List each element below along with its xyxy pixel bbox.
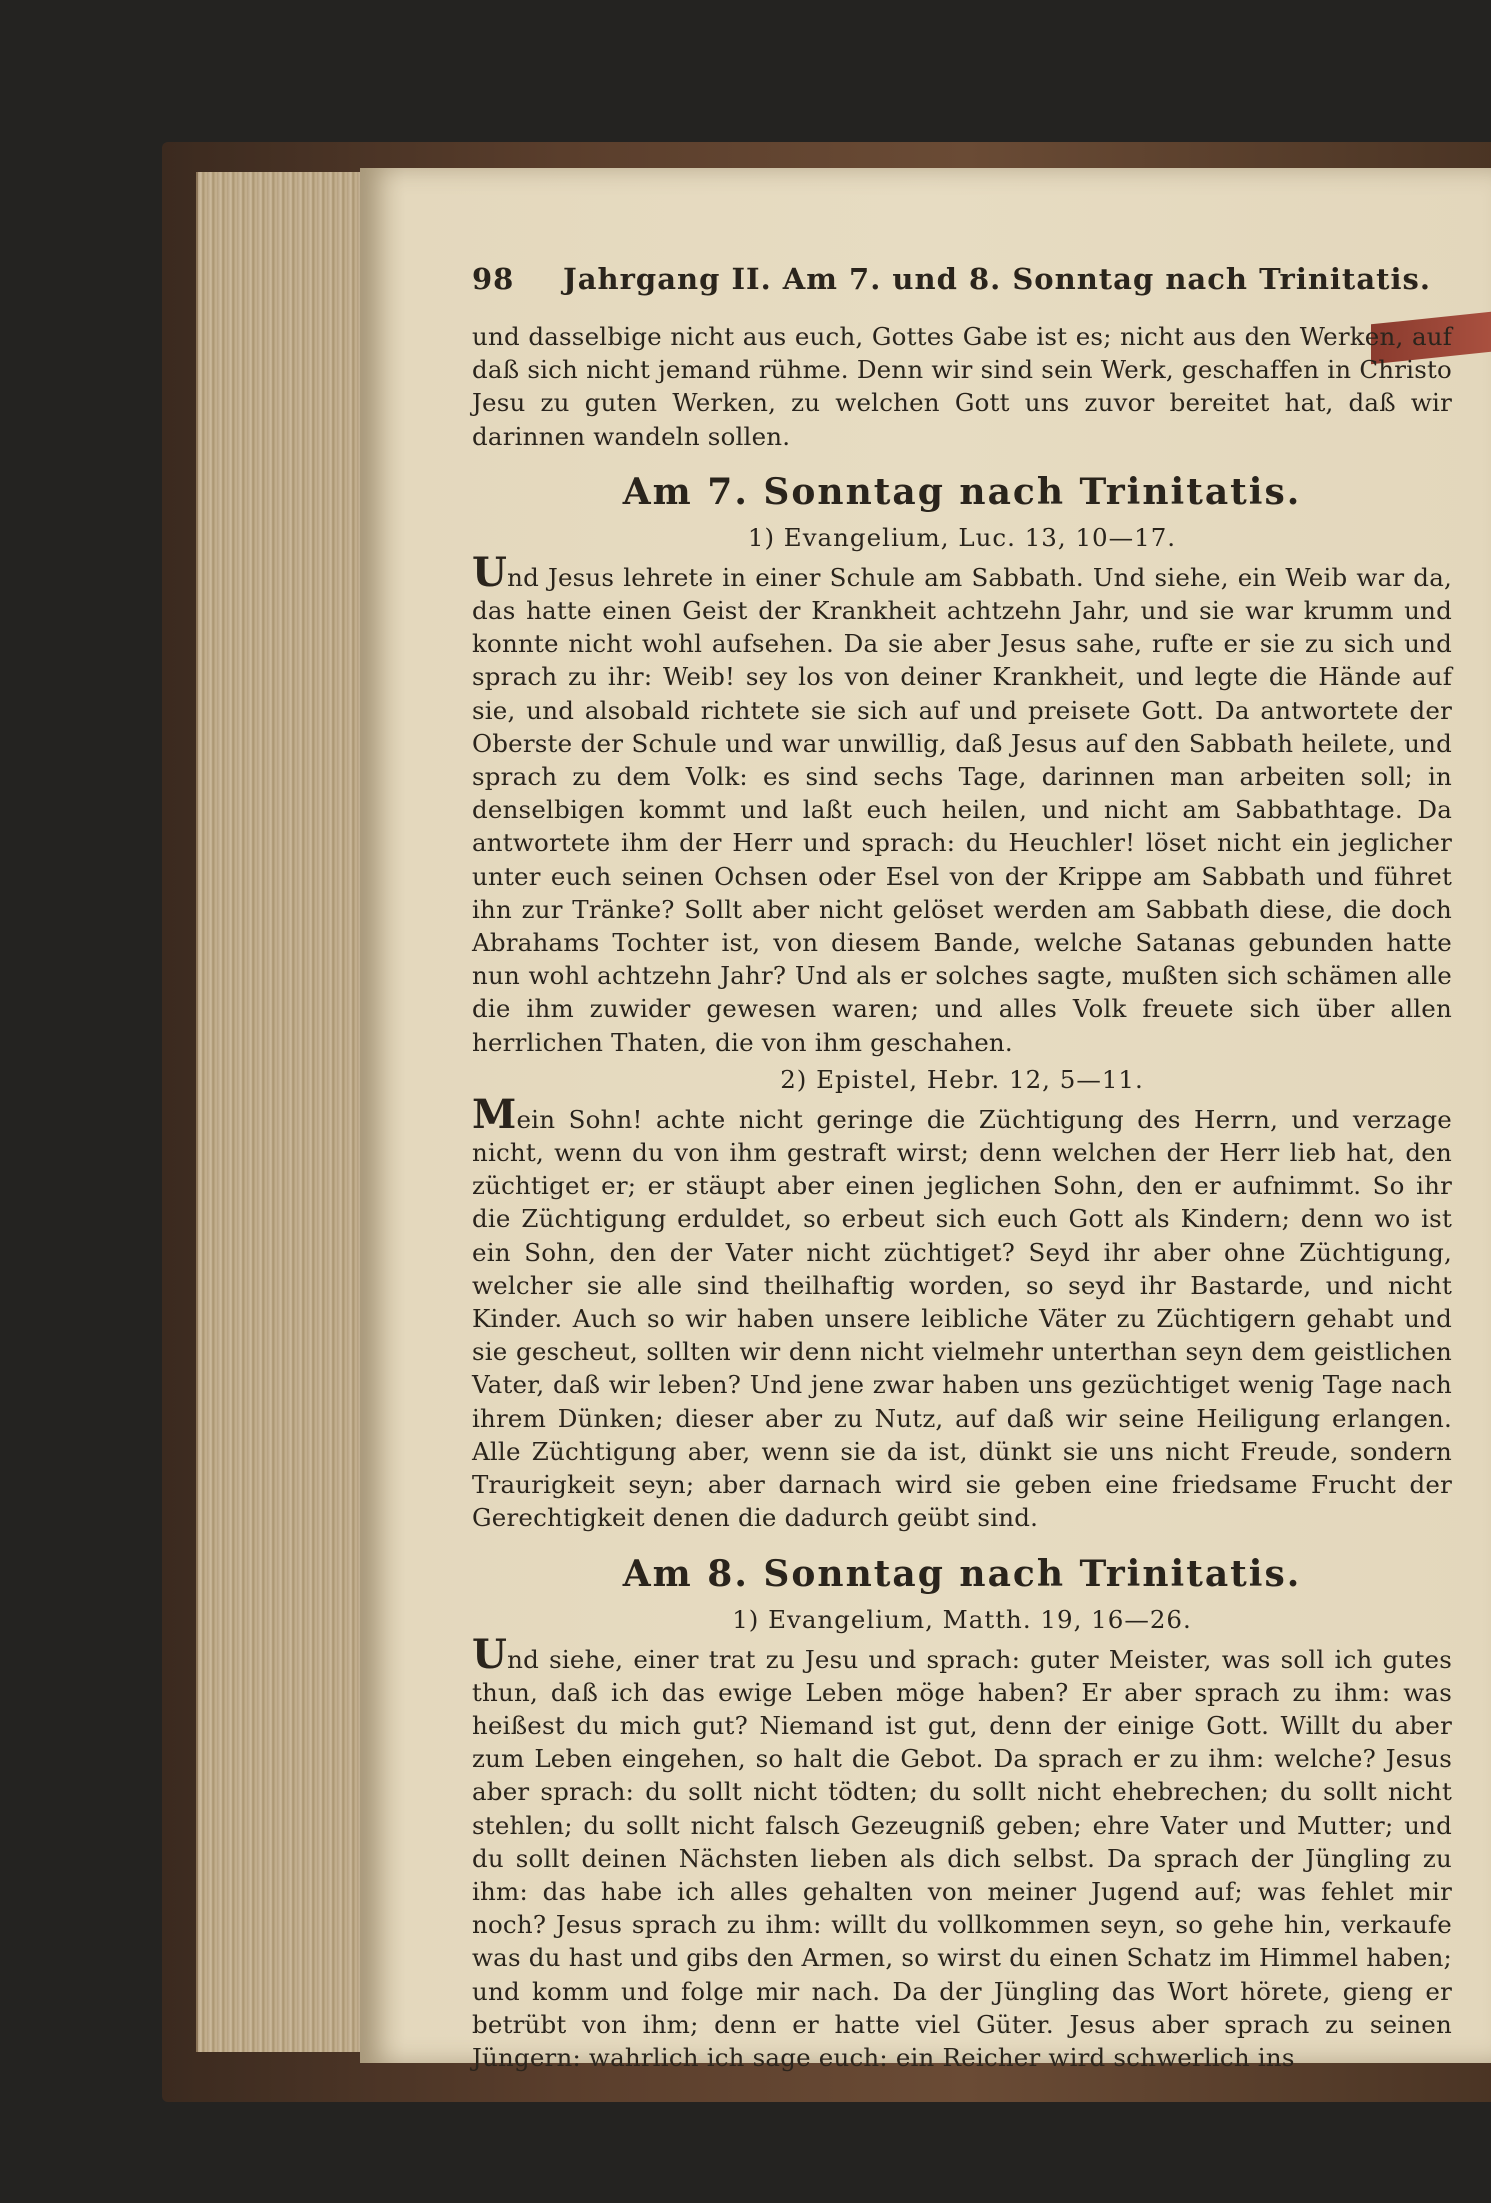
running-header	[472, 262, 1452, 296]
paragraph-body: ein Sohn! achte nicht geringe die Züchtigung des Herrn, und verzage nicht, wenn du von ihm gestraft wirst; denn welchen der Herr lieb hat, den züchtiget er; er stäupt aber einen jeglichen Sohn, den er aufnimmt. So ihr die Züchtigung erduldet, so erbeut sich euch Gott als Kindern; denn wo ist ein Sohn, den der Vater nicht züchtiget? Seyd ihr aber ohne Züchtigung, welcher sie alle sind theilhaftig worden, so seyd ihr Bastarde, und nicht Kinder. Auch so wir haben unsere leibliche Väter zu Züchtigern gehabt und sie gescheut, sollten wir denn nicht vielmehr unterthan seyn dem geistlichen Vater, daß wir leben? Und jene zwar haben uns gezüchtiget wenig Tage nach ihrem Dünken; dieser aber zu Nutz, auf daß wir seine Heiligung erlangen. Alle Züchtigung aber, wenn sie da ist, dünkt sie uns nicht Freude, sondern Traurigkeit seyn; aber darnach wird sie geben eine friedsame Frucht der Gerechtigkeit denen die dadurch geübt sind.	[472, 1104, 1452, 1533]
section-8-title: Am 8. Sonntag nach Trinitatis.	[622, 1552, 1302, 1595]
paragraph-body: nd Jesus lehrete in einer Schule am Sabbath. Und siehe, ein Weib war da, das hatte einen Geist der Krankheit achtzehn Jahr, und sie war krumm und konnte nicht wohl aufsehen. Da sie aber Jesus sahe, rufte er sie zu sich und sprach zu ihr: Weib! sey los von deiner Krankheit, und legte die Hände auf sie, und alsobald richtete sie sich auf und preisete Gott. Da antwortete der Oberste der Schule und war unwillig, daß Jesus auf den Sabbath heilete, und sprach zu dem Volk: es sind sechs Tage, darinnen man arbeiten soll; in denselbigen kommt und laßt euch heilen, und nicht am Sabbathtage. Da antwortete ihm der Herr und sprach: du Heuchler! löset nicht ein jeglicher unter euch seinen Ochsen oder Esel von der Krippe am Sabbath und führet ihn zur Tränke? Sollt aber nicht gelöset werden am Sabbath diese, die doch Abrahams Tochter ist, von diesem Bande, welche Satanas gebunden hatte nun wohl achtzehn Jahr? Und als er solches sagte, mußten sich schämen alle die ihm zuwider gewesen waren; und alles Volk freuete sich über allen herrlichen Thaten, die von ihm geschahen.	[472, 562, 1452, 1057]
continuation-paragraph: und dasselbige nicht aus euch, Gottes Gabe ist es; nicht aus den Werken, auf daß sich nicht jemand rühme. Denn wir sind sein Werk, geschaffen in Christo Jesu zu guten Werken, zu welchen Gott uns zuvor bereitet hat, daß wir darinnen wandeln sollen.	[472, 322, 1452, 451]
paragraph-body: nd siehe, einer trat zu Jesu und sprach: guter Meister, was soll ich gutes thun, daß ich das ewige Leben möge haben? Er aber sprach zu ihm: was heißest du mich gut? Niemand ist gut, denn der einige Gott. Willt du aber zum Leben eingehen, so halt die Gebot. Da sprach er zu ihm: welche? Jesus aber sprach: du sollt nicht tödten; du sollt nicht ehebrechen; du sollt nicht stehlen; du sollt nicht falsch Gezeugniß geben; ehre Vater und Mutter; und du sollt deinen Nächsten lieben als dich selbst. Da sprach der Jüngling zu ihm: das habe ich alles gehalten von meiner Jugend auf; was fehlet mir noch? Jesus sprach zu ihm: willt du vollkommen seyn, so gehe hin, verkaufe was du hast und gibs den Armen, so wirst du einen Schatz im Himmel haben; und komm und folge mir nach. Da der Jüngling das Wort hörete, gieng er betrübt von ihm; denn er hatte viel Güter. Jesus aber sprach zu seinen Jüngern: wahrlich ich sage euch: ein Reicher wird schwerlich ins	[472, 1644, 1452, 2072]
page-edges	[196, 172, 378, 2052]
drop-cap: M	[472, 1090, 517, 1138]
section-7-epistle-ref: 2) Epistel, Hebr. 12, 5—11.	[780, 1064, 1144, 1094]
section-7-gospel-text	[472, 548, 1452, 1059]
section-8-gospel-ref: 1) Evangelium, Matth. 19, 16—26.	[732, 1604, 1192, 1634]
page-number: 98	[472, 262, 515, 296]
drop-cap: U	[472, 1630, 508, 1678]
section-7-epistle-text	[472, 1090, 1452, 1535]
section-8-gospel-text	[472, 1630, 1452, 2075]
section-7-gospel-ref: 1) Evangelium, Luc. 13, 10—17.	[747, 522, 1177, 552]
running-title: Jahrgang II. Am 7. und 8. Sonntag nach Trinitatis.	[563, 262, 1431, 296]
section-7-title: Am 7. Sonntag nach Trinitatis.	[622, 470, 1302, 513]
drop-cap: U	[472, 548, 508, 596]
page-content	[472, 262, 1452, 2074]
